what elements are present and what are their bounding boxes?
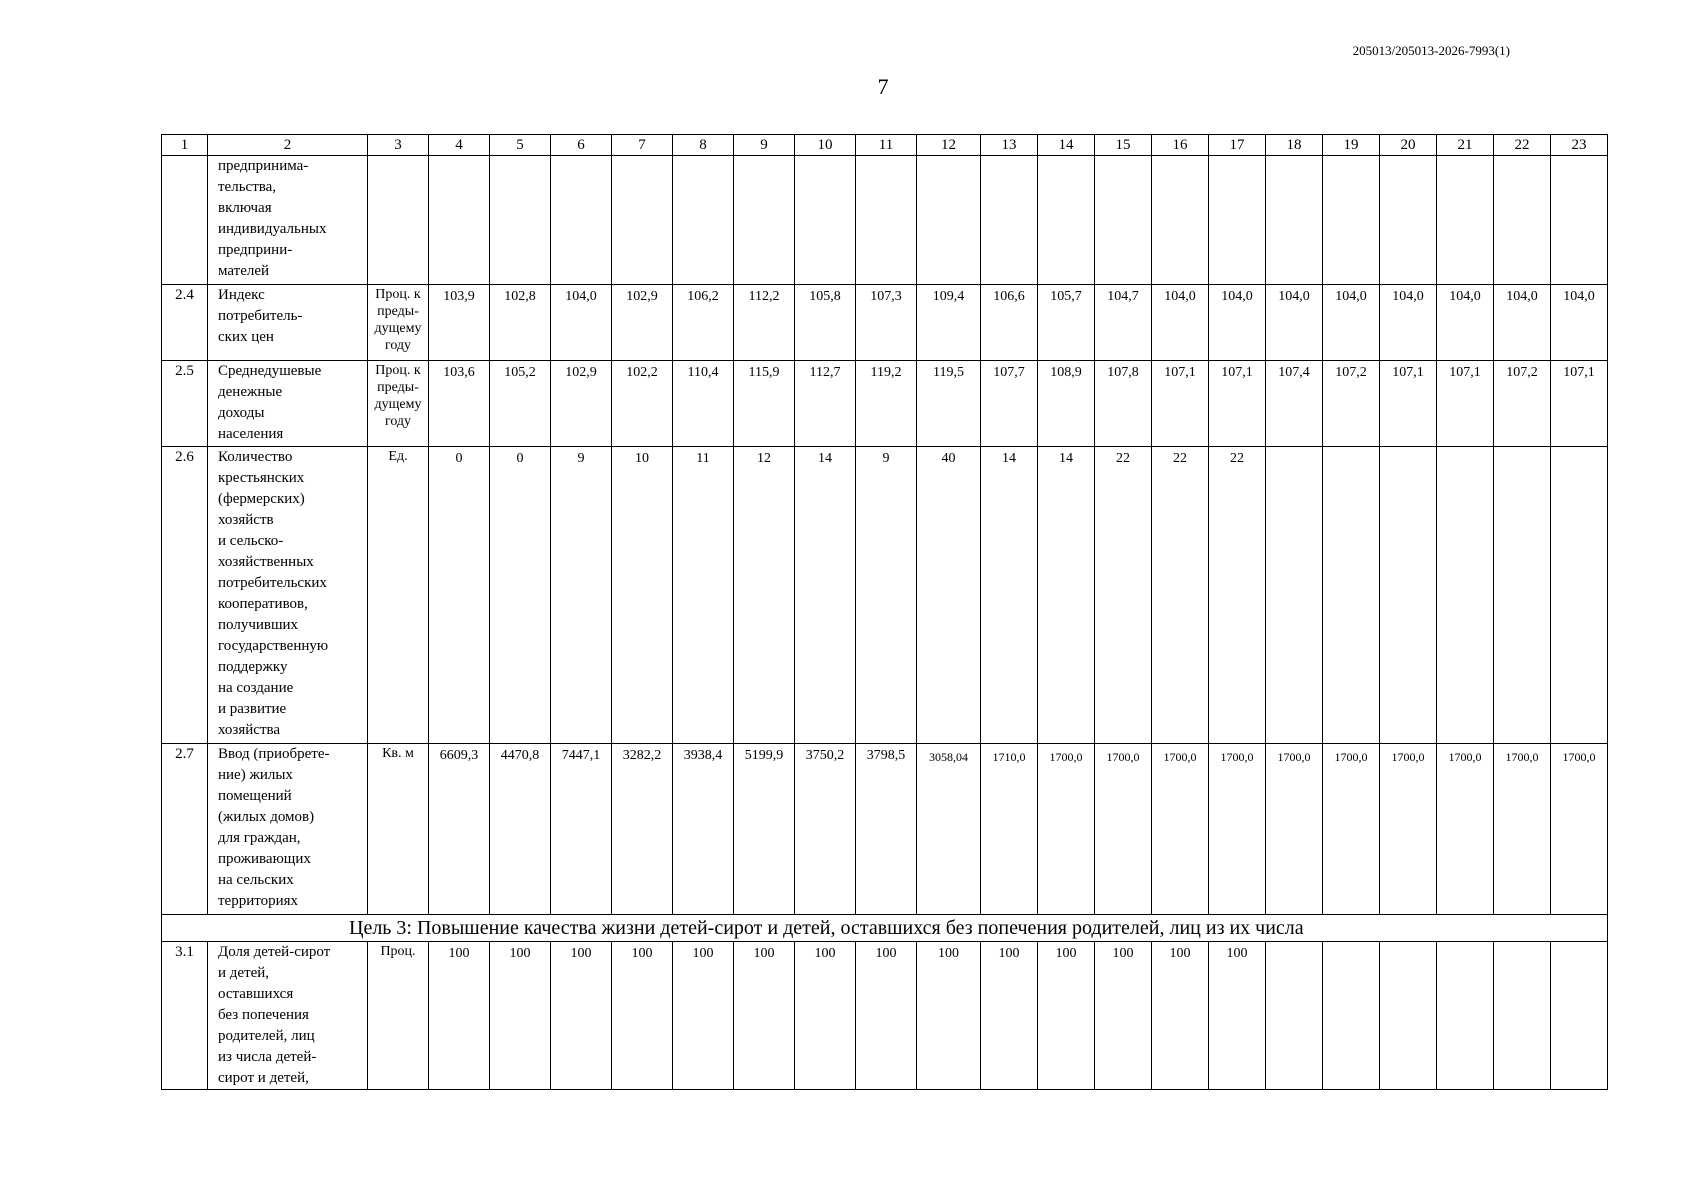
value-cell: 107,1 — [1551, 361, 1608, 447]
value-cell — [1038, 156, 1095, 285]
value-cell: 104,0 — [1437, 285, 1494, 361]
value-cell — [981, 156, 1038, 285]
column-number: 15 — [1095, 135, 1152, 156]
value-cell: 100 — [856, 942, 917, 1090]
value-cell: 107,1 — [1152, 361, 1209, 447]
goal-heading: Цель 3: Повышение качества жизни детей-сирот и детей, оставшихся без попечения родителей, лиц из их числа — [162, 915, 1608, 942]
value-cell: 107,1 — [1380, 361, 1437, 447]
value-cell: 104,0 — [1323, 285, 1380, 361]
column-number: 6 — [551, 135, 612, 156]
column-number: 14 — [1038, 135, 1095, 156]
value-cell: 100 — [490, 942, 551, 1090]
unit-of-measure: Проц. к преды- дущему году — [368, 361, 429, 447]
table-row — [162, 744, 1608, 915]
column-number: 16 — [1152, 135, 1209, 156]
column-number: 10 — [795, 135, 856, 156]
value-cell — [1380, 156, 1437, 285]
value-cell: 119,5 — [917, 361, 981, 447]
value-cell: 10 — [612, 447, 673, 744]
row-number: 2.6 — [162, 447, 208, 744]
value-cell: 102,9 — [551, 361, 612, 447]
value-cell: 4470,8 — [490, 744, 551, 915]
value-cell: 105,8 — [795, 285, 856, 361]
value-cell — [1152, 156, 1209, 285]
value-cell: 6609,3 — [429, 744, 490, 915]
value-cell: 14 — [1038, 447, 1095, 744]
value-cell: 3058,04 — [917, 744, 981, 915]
value-cell — [1266, 447, 1323, 744]
value-cell — [1323, 447, 1380, 744]
document-id: 205013/205013-2026-7993(1) — [1352, 43, 1510, 58]
value-cell: 5199,9 — [734, 744, 795, 915]
value-cell: 1700,0 — [1209, 744, 1266, 915]
row-number: 2.5 — [162, 361, 208, 447]
column-number: 3 — [368, 135, 429, 156]
value-cell: 100 — [734, 942, 795, 1090]
table-row — [162, 156, 1608, 285]
value-cell: 109,4 — [917, 285, 981, 361]
value-cell: 100 — [551, 942, 612, 1090]
value-cell: 102,8 — [490, 285, 551, 361]
value-cell — [551, 156, 612, 285]
value-cell — [673, 156, 734, 285]
goal-row — [162, 915, 1608, 942]
value-cell: 1700,0 — [1323, 744, 1380, 915]
value-cell: 112,2 — [734, 285, 795, 361]
column-number: 21 — [1437, 135, 1494, 156]
value-cell: 22 — [1095, 447, 1152, 744]
value-cell: 107,1 — [1209, 361, 1266, 447]
column-number: 18 — [1266, 135, 1323, 156]
value-cell: 106,6 — [981, 285, 1038, 361]
column-number: 8 — [673, 135, 734, 156]
unit-of-measure: Проц. — [368, 942, 429, 1090]
value-cell: 100 — [429, 942, 490, 1090]
value-cell: 100 — [1152, 942, 1209, 1090]
unit-of-measure: Кв. м — [368, 744, 429, 915]
value-cell — [1437, 942, 1494, 1090]
value-cell: 104,0 — [551, 285, 612, 361]
value-cell — [1437, 156, 1494, 285]
value-cell — [856, 156, 917, 285]
value-cell: 0 — [490, 447, 551, 744]
value-cell: 1700,0 — [1266, 744, 1323, 915]
table-row — [162, 361, 1608, 447]
value-cell: 107,2 — [1494, 361, 1551, 447]
value-cell — [1323, 156, 1380, 285]
table-row — [162, 285, 1608, 361]
value-cell — [612, 156, 673, 285]
value-cell: 105,7 — [1038, 285, 1095, 361]
value-cell: 106,2 — [673, 285, 734, 361]
row-number: 2.4 — [162, 285, 208, 361]
value-cell — [1551, 447, 1608, 744]
value-cell — [1209, 156, 1266, 285]
value-cell — [1494, 942, 1551, 1090]
indicator-name: Доля детей-сирот и детей, оставшихся без попечения родителей, лиц из числа детей- сирот и детей, — [208, 942, 368, 1090]
column-number: 2 — [208, 135, 368, 156]
column-number: 20 — [1380, 135, 1437, 156]
value-cell: 104,0 — [1551, 285, 1608, 361]
row-number: 3.1 — [162, 942, 208, 1090]
value-cell: 100 — [1209, 942, 1266, 1090]
column-number: 13 — [981, 135, 1038, 156]
value-cell: 107,1 — [1437, 361, 1494, 447]
value-cell: 7447,1 — [551, 744, 612, 915]
column-number: 22 — [1494, 135, 1551, 156]
value-cell: 100 — [612, 942, 673, 1090]
indicator-name: предпринима- тельства, включая индивидуальных предприни- мателей — [208, 156, 368, 285]
value-cell — [917, 156, 981, 285]
value-cell: 119,2 — [856, 361, 917, 447]
value-cell — [1437, 447, 1494, 744]
value-cell — [1494, 156, 1551, 285]
value-cell: 104,0 — [1209, 285, 1266, 361]
value-cell — [734, 156, 795, 285]
value-cell — [1551, 942, 1608, 1090]
table-row — [162, 447, 1608, 744]
column-number: 4 — [429, 135, 490, 156]
value-cell: 107,3 — [856, 285, 917, 361]
value-cell: 1710,0 — [981, 744, 1038, 915]
value-cell: 100 — [917, 942, 981, 1090]
indicator-name: Количество крестьянских (фермерских) хозяйств и сельско- хозяйственных потребительских кооперативов, получивших государственную поддержку на создание и развитие хозяйства — [208, 447, 368, 744]
value-cell: 1700,0 — [1152, 744, 1209, 915]
value-cell — [1266, 942, 1323, 1090]
column-number: 1 — [162, 135, 208, 156]
value-cell: 104,7 — [1095, 285, 1152, 361]
column-number: 19 — [1323, 135, 1380, 156]
value-cell: 103,9 — [429, 285, 490, 361]
value-cell: 105,2 — [490, 361, 551, 447]
page-number: 7 — [877, 74, 889, 99]
value-cell — [795, 156, 856, 285]
value-cell: 14 — [981, 447, 1038, 744]
column-number: 7 — [612, 135, 673, 156]
value-cell — [1494, 447, 1551, 744]
value-cell: 100 — [673, 942, 734, 1090]
value-cell: 0 — [429, 447, 490, 744]
value-cell: 100 — [1038, 942, 1095, 1090]
unit-of-measure: Ед. — [368, 447, 429, 744]
row-number: 2.7 — [162, 744, 208, 915]
indicators-table — [161, 134, 1608, 1090]
row-number — [162, 156, 208, 285]
value-cell — [1380, 447, 1437, 744]
column-number-row — [162, 135, 1608, 156]
value-cell: 40 — [917, 447, 981, 744]
value-cell: 3798,5 — [856, 744, 917, 915]
value-cell: 107,2 — [1323, 361, 1380, 447]
value-cell: 3750,2 — [795, 744, 856, 915]
value-cell: 104,0 — [1266, 285, 1323, 361]
table-row — [162, 942, 1608, 1090]
value-cell: 22 — [1152, 447, 1209, 744]
value-cell — [1380, 942, 1437, 1090]
unit-of-measure — [368, 156, 429, 285]
column-number: 5 — [490, 135, 551, 156]
value-cell: 103,6 — [429, 361, 490, 447]
value-cell: 102,2 — [612, 361, 673, 447]
indicator-name: Индекс потребитель- ских цен — [208, 285, 368, 361]
value-cell: 11 — [673, 447, 734, 744]
unit-of-measure: Проц. к преды- дущему году — [368, 285, 429, 361]
column-number: 23 — [1551, 135, 1608, 156]
value-cell: 3938,4 — [673, 744, 734, 915]
value-cell: 107,7 — [981, 361, 1038, 447]
value-cell: 100 — [1095, 942, 1152, 1090]
value-cell — [1266, 156, 1323, 285]
value-cell: 100 — [795, 942, 856, 1090]
value-cell: 107,4 — [1266, 361, 1323, 447]
value-cell — [429, 156, 490, 285]
value-cell: 9 — [856, 447, 917, 744]
value-cell: 100 — [981, 942, 1038, 1090]
value-cell: 1700,0 — [1095, 744, 1152, 915]
value-cell: 14 — [795, 447, 856, 744]
value-cell: 115,9 — [734, 361, 795, 447]
value-cell — [1095, 156, 1152, 285]
value-cell: 1700,0 — [1551, 744, 1608, 915]
value-cell — [490, 156, 551, 285]
value-cell: 112,7 — [795, 361, 856, 447]
value-cell — [1551, 156, 1608, 285]
column-number: 12 — [917, 135, 981, 156]
value-cell — [1323, 942, 1380, 1090]
value-cell: 1700,0 — [1380, 744, 1437, 915]
value-cell: 104,0 — [1494, 285, 1551, 361]
column-number: 17 — [1209, 135, 1266, 156]
value-cell: 108,9 — [1038, 361, 1095, 447]
column-number: 11 — [856, 135, 917, 156]
value-cell: 107,8 — [1095, 361, 1152, 447]
value-cell: 22 — [1209, 447, 1266, 744]
value-cell: 1700,0 — [1437, 744, 1494, 915]
value-cell: 9 — [551, 447, 612, 744]
value-cell: 104,0 — [1152, 285, 1209, 361]
value-cell: 1700,0 — [1494, 744, 1551, 915]
value-cell: 104,0 — [1380, 285, 1437, 361]
indicator-name: Среднедушевые денежные доходы населения — [208, 361, 368, 447]
column-number: 9 — [734, 135, 795, 156]
indicator-name: Ввод (приобрете- ние) жилых помещений (жилых домов) для граждан, проживающих на сельских территориях — [208, 744, 368, 915]
value-cell: 12 — [734, 447, 795, 744]
value-cell: 1700,0 — [1038, 744, 1095, 915]
value-cell: 110,4 — [673, 361, 734, 447]
value-cell: 3282,2 — [612, 744, 673, 915]
value-cell: 102,9 — [612, 285, 673, 361]
